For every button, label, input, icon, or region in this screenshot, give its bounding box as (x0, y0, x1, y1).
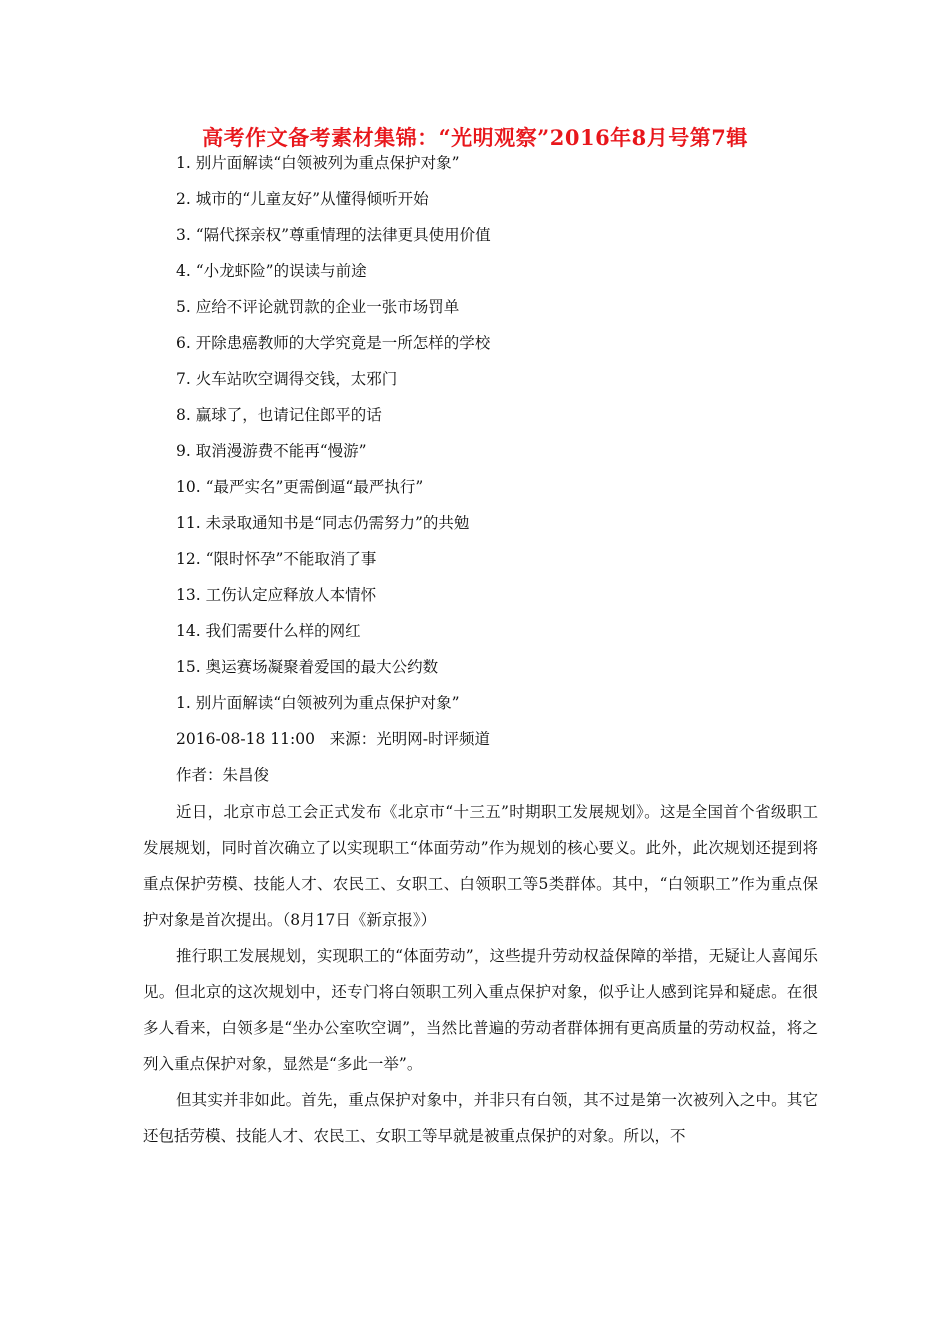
toc-item: 3. “隔代探亲权”尊重情理的法律更具使用价值 (176, 226, 491, 244)
article-paragraph: 推行职工发展规划，实现职工的“体面劳动”，这些提升劳动权益保障的举措，无疑让人喜闻乐见。但北京的这次规划中，还专门将白领职工列入重点保护对象，似乎让人感到诧异和疑虑。在很多人看来，白领多是“坐办公室吹空调”，当然比普遍的劳动者群体拥有更高质量的劳动权益，将之列入重点保护对象，显然是“多此一举”。 (143, 947, 818, 1073)
toc-item: 9. 取消漫游费不能再“慢游” (176, 442, 367, 460)
toc-item: 4. “小龙虾险”的误读与前途 (176, 262, 367, 280)
toc-item: 7. 火车站吹空调得交钱，太邪门 (176, 370, 398, 388)
toc-item: 14. 我们需要什么样的网红 (176, 622, 361, 640)
toc-item: 15. 奥运赛场凝聚着爱国的最大公约数 (176, 658, 439, 676)
article-heading: 1. 别片面解读“白领被列为重点保护对象” (176, 694, 460, 712)
article-body (143, 794, 818, 1154)
article-dateline: 2016-08-18 11:00 来源：光明网-时评频道 (176, 730, 490, 748)
article-paragraph: 近日，北京市总工会正式发布《北京市“十三五”时期职工发展规划》。这是全国首个省级职工发展规划，同时首次确立了以实现职工“体面劳动”作为规划的核心要义。此外，此次规划还提到将重点保护劳模、技能人才、农民工、女职工、白领职工等5类群体。其中，“白领职工”作为重点保护对象是首次提出。（8月17日《新京报》） (143, 803, 818, 929)
document-title: 高考作文备考素材集锦：“光明观察”2016年8月号第7辑 (202, 125, 748, 150)
toc-item: 1. 别片面解读“白领被列为重点保护对象” (176, 154, 460, 172)
toc-item: 5. 应给不评论就罚款的企业一张市场罚单 (176, 298, 460, 316)
article-author: 作者：朱昌俊 (176, 766, 270, 784)
table-of-contents (176, 150, 491, 690)
toc-item: 10. “最严实名”更需倒逼“最严执行” (176, 478, 424, 496)
toc-item: 8. 赢球了，也请记住郎平的话 (176, 406, 382, 424)
article-paragraph: 但其实并非如此。首先，重点保护对象中，并非只有白领，其不过是第一次被列入之中。其它还包括劳模、技能人才、农民工、女职工等早就是被重点保护的对象。所以，不 (143, 1091, 818, 1145)
toc-item: 6. 开除患癌教师的大学究竟是一所怎样的学校 (176, 334, 491, 352)
toc-item: 11. 未录取通知书是“同志仍需努力”的共勉 (176, 514, 470, 532)
toc-item: 12. “限时怀孕”不能取消了事 (176, 550, 377, 568)
toc-item: 2. 城市的“儿童友好”从懂得倾听开始 (176, 190, 429, 208)
toc-item: 13. 工伤认定应释放人本情怀 (176, 586, 377, 604)
